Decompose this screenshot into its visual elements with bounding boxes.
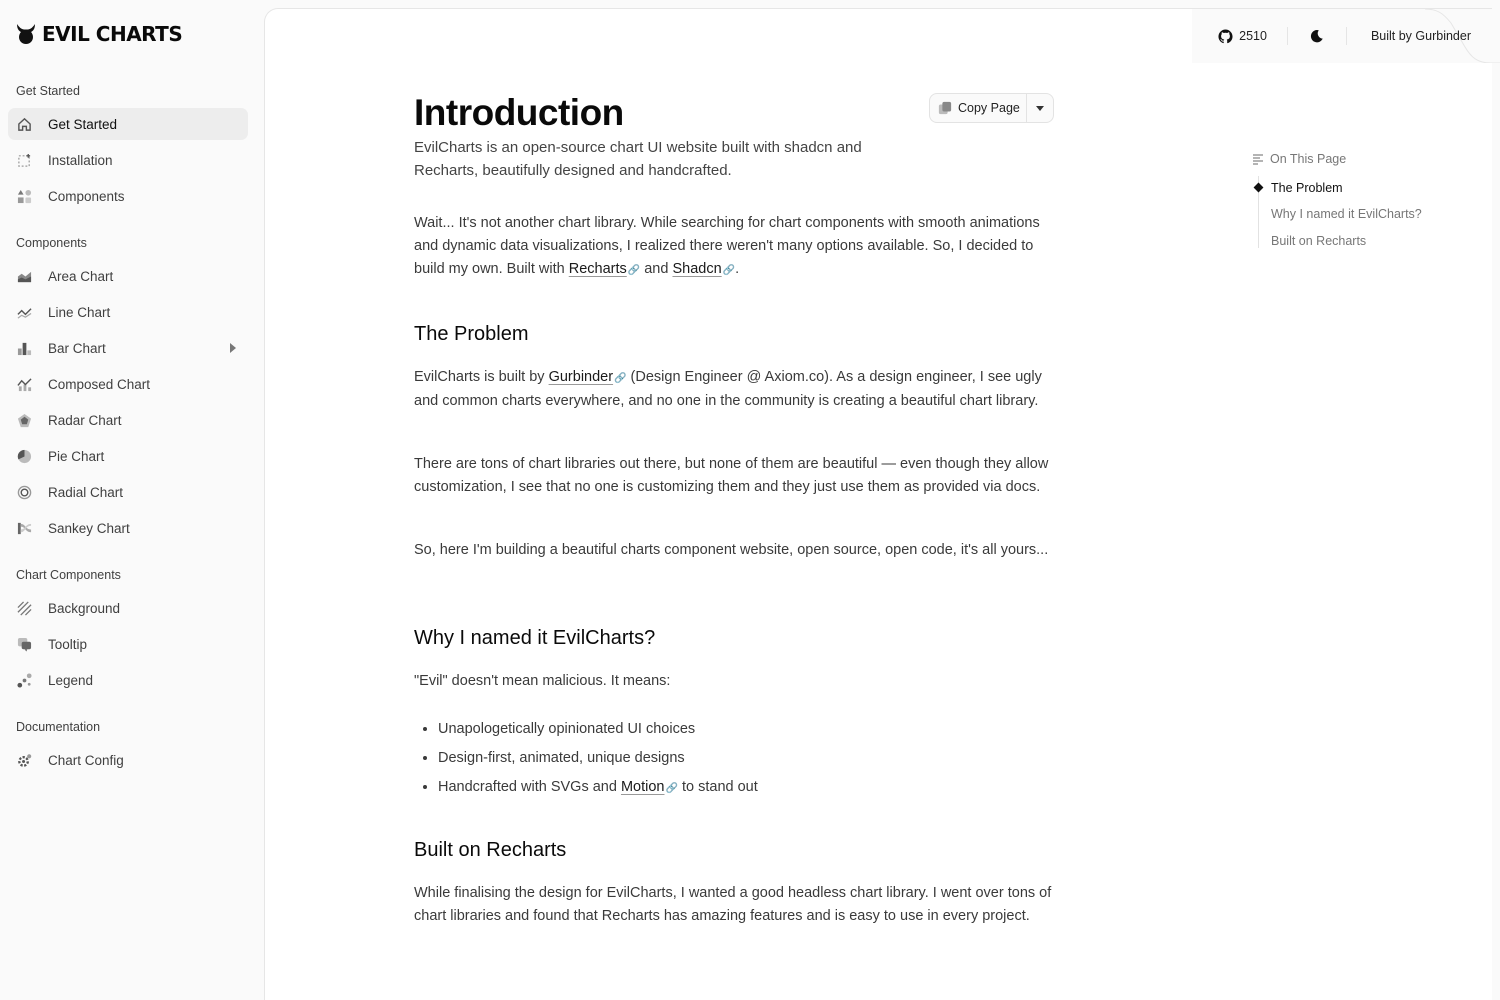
- heading-the-problem: The Problem: [414, 323, 529, 345]
- sidebar-item-label: Chart Config: [48, 752, 124, 768]
- list-item-text-after: to stand out: [677, 779, 758, 795]
- sidebar-item-label: Tooltip: [48, 636, 88, 652]
- line-chart-icon: [16, 304, 32, 320]
- toc-title-label: On This Page: [1270, 152, 1347, 166]
- sidebar-item-composed-chart[interactable]: [8, 368, 248, 400]
- composed-chart-icon: [16, 376, 32, 392]
- toc-item-built-on-recharts[interactable]: Built on Recharts: [1271, 234, 1367, 248]
- brand-logo[interactable]: [16, 22, 182, 46]
- area-chart-icon: [16, 268, 32, 284]
- why-list: [438, 718, 758, 805]
- sidebar-item-label: Area Chart: [48, 268, 114, 284]
- gurbinder-link[interactable]: Gurbinder: [548, 369, 614, 385]
- sidebar-item-installation[interactable]: [8, 144, 248, 176]
- text-align-icon: [1252, 153, 1264, 165]
- motion-link[interactable]: Motion: [620, 779, 665, 795]
- heading-why-evilcharts: Why I named it EvilCharts?: [414, 627, 656, 649]
- problem-paragraph-2: There are tons of chart libraries out there, but none of them are beautiful — even though they allow customization, I see that no one is customizing them and they just use them as provided via docs.: [414, 456, 1049, 495]
- home-icon: [16, 116, 32, 132]
- radial-chart-icon: [16, 484, 32, 500]
- legend-icon: [16, 672, 32, 688]
- intro-text: Wait... It's not another chart library. While searching for chart components with smooth animations and dynamic data visualizations, I realized there weren't many options available. So, I decided to build my own. Built with: [414, 215, 1040, 277]
- built-by-link[interactable]: Built by Gurbinder: [1370, 29, 1471, 43]
- section-title-get-started: Get Started: [16, 84, 80, 98]
- github-stars-link[interactable]: [1218, 27, 1288, 45]
- external-link-icon: 🔗: [614, 373, 627, 384]
- sidebar-item-label: Radar Chart: [48, 412, 122, 428]
- sidebar-item-label: Components: [48, 188, 125, 204]
- external-link-icon: 🔗: [665, 783, 678, 794]
- chevron-down-icon: [1036, 106, 1044, 111]
- list-item: [438, 776, 758, 805]
- section-title-components: Components: [16, 236, 87, 250]
- sidebar-item-get-started[interactable]: [8, 108, 248, 140]
- section-title-chart-components: Chart Components: [16, 568, 121, 582]
- shadcn-link[interactable]: Shadcn: [672, 261, 722, 277]
- sidebar-item-radar-chart[interactable]: [8, 404, 248, 436]
- expand-caret-icon[interactable]: [230, 343, 236, 353]
- copy-page-button[interactable]: [930, 94, 1027, 122]
- gear-icon: [16, 752, 32, 768]
- sidebar-item-sankey-chart[interactable]: [8, 512, 248, 544]
- toc-item-why-evilcharts[interactable]: Why I named it EvilCharts?: [1271, 207, 1422, 221]
- devil-logo-icon: [16, 23, 36, 45]
- copy-page-label: Copy Page: [958, 101, 1020, 115]
- toc-title: [1252, 152, 1346, 166]
- sidebar-item-label: Background: [48, 600, 121, 616]
- external-link-icon: 🔗: [627, 265, 641, 276]
- sidebar: [0, 0, 264, 1000]
- sidebar-item-label: Sankey Chart: [48, 520, 130, 536]
- sidebar-item-radial-chart[interactable]: [8, 476, 248, 508]
- background-icon: [16, 600, 32, 616]
- sidebar-item-label: Get Started: [48, 116, 118, 132]
- built-paragraph: While finalising the design for EvilCharts, I wanted a good headless chart library. I went over tons of chart libraries and found that Recharts has amazing features and is easy to use in every project.: [414, 885, 1052, 924]
- sidebar-item-area-chart[interactable]: [8, 260, 248, 292]
- sidebar-item-label: Installation: [48, 152, 113, 168]
- intro-text-end: .: [735, 261, 740, 277]
- problem-text: EvilCharts is built by: [414, 369, 549, 385]
- sidebar-item-tooltip[interactable]: [8, 628, 248, 660]
- intro-paragraph: [414, 212, 1058, 282]
- list-item-text: Handcrafted with SVGs and: [438, 779, 621, 795]
- page-title: Introduction: [414, 92, 624, 133]
- sidebar-item-line-chart[interactable]: [8, 296, 248, 328]
- problem-paragraph-3: So, here I'm building a beautiful charts component website, open source, open code, it's all yours...: [414, 542, 1049, 558]
- sidebar-item-label: Line Chart: [48, 304, 111, 320]
- sidebar-item-label: Composed Chart: [48, 376, 151, 392]
- copy-icon: [938, 101, 952, 115]
- sidebar-item-pie-chart[interactable]: [8, 440, 248, 472]
- problem-text-after: (Design Engineer @ Axiom.co). As a design engineer, I see ugly and common charts everywhere, and no one in the community is creating a beautiful chart library.: [414, 369, 1042, 409]
- theme-toggle-button[interactable]: [1288, 27, 1347, 45]
- list-item: • Design-first, animated, unique designs: [438, 747, 758, 776]
- sidebar-item-components[interactable]: [8, 180, 248, 212]
- sidebar-item-label: Bar Chart: [48, 340, 106, 356]
- page-lead: EvilCharts is an open-source chart UI website built with shadcn and Recharts, beautifully designed and handcrafted.: [414, 139, 862, 179]
- brand-name: EVIL CHARTS: [42, 22, 183, 46]
- pie-chart-icon: [16, 448, 32, 464]
- tooltip-icon: [16, 636, 32, 652]
- problem-paragraph-1: [414, 366, 1058, 413]
- sankey-chart-icon: [16, 520, 32, 536]
- sidebar-item-legend[interactable]: [8, 664, 248, 696]
- moon-icon: [1310, 29, 1324, 43]
- heading-built-on-recharts: Built on Recharts: [414, 839, 567, 861]
- toc-item-the-problem[interactable]: The Problem: [1271, 181, 1343, 195]
- installation-icon: [16, 152, 32, 168]
- sidebar-item-label: Radial Chart: [48, 484, 124, 500]
- sidebar-item-bar-chart[interactable]: [8, 332, 248, 364]
- copy-page-dropdown-button[interactable]: [1027, 106, 1053, 111]
- components-icon: [16, 188, 32, 204]
- section-title-documentation: Documentation: [16, 720, 101, 734]
- copy-page-control: [929, 93, 1054, 123]
- github-stars-count: 2510: [1239, 29, 1267, 43]
- bar-chart-icon: [16, 340, 32, 356]
- topbar: [1218, 27, 1471, 45]
- sidebar-item-label: Pie Chart: [48, 448, 105, 464]
- external-link-icon: 🔗: [722, 265, 736, 276]
- recharts-link[interactable]: Recharts: [568, 261, 627, 277]
- why-paragraph: "Evil" doesn't mean malicious. It means:: [414, 673, 671, 689]
- list-item: • Unapologetically opinionated UI choices: [438, 718, 758, 747]
- sidebar-item-label: Legend: [48, 672, 94, 688]
- sidebar-item-background[interactable]: [8, 592, 248, 624]
- github-icon: [1218, 29, 1233, 44]
- sidebar-item-chart-config[interactable]: [8, 744, 248, 776]
- intro-text-mid: and: [640, 261, 673, 277]
- radar-chart-icon: [16, 412, 32, 428]
